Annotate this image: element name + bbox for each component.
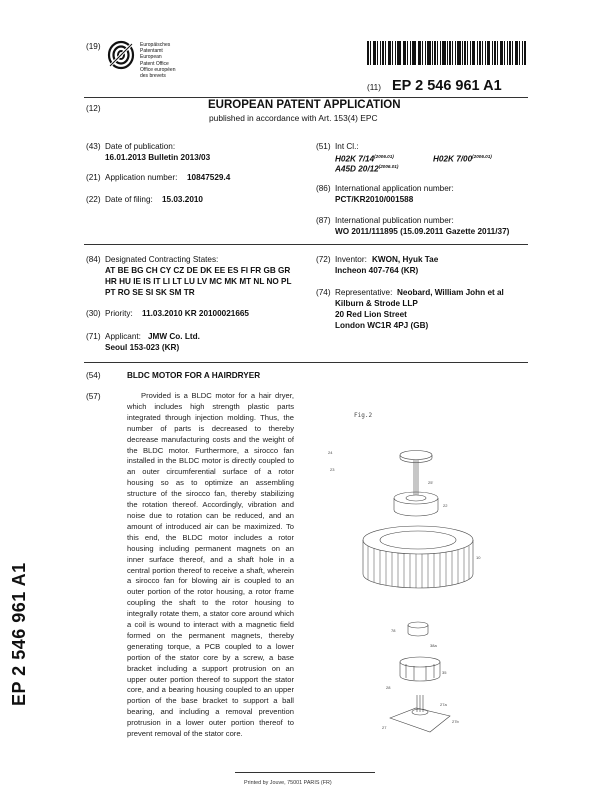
publication-date-value: 16.01.2013 Bulletin 2013/03 — [105, 153, 211, 162]
barcode-bar — [477, 41, 478, 65]
part-number: 27b — [452, 719, 459, 724]
inid-74: (74) — [316, 288, 331, 297]
barcode-bar — [492, 41, 493, 65]
barcode-bar — [418, 41, 419, 65]
document-subtitle: published in accordance with Art. 153(4) EPC — [209, 113, 378, 123]
barcode-bar — [522, 41, 523, 65]
barcode-bar — [482, 41, 483, 65]
side-publication-number: EP 2 546 961 A1 — [9, 562, 29, 706]
barcode-bar — [407, 41, 408, 65]
epo-logo-icon — [106, 38, 136, 70]
publication-date-label: Date of publication: — [105, 142, 176, 151]
barcode-bar — [370, 41, 371, 65]
patent-drawing — [328, 440, 506, 740]
printer-note: Printed by Jouve, 75001 PARIS (FR) — [244, 780, 332, 786]
abstract-text: Provided is a BLDC motor for a hair dryer, which includes high strength plastic parts integrated through injection molding. Thus, the number of parts is decreased to thereby decrease manufacturing costs and the weight of the BLDC motor. Furthermore, a sirocco fan installed in the BLDC motor is directly coupled to an outer circumferential surface of a rotor housing so as to optimize an assembling structure of the sirocco fan, thereby stabilizing the rotation thereof. Accordingly, vibration and noise due to rotation can be reduced, and an amount of introduced air can be maximized. To this end, the BLDC motor includes a rotor housing including permanent magnets on an inner surface thereof, and a shaft hole in a central portion thereof to receive a shaft, wherein a sirocco fan for blowing air is coupled to an outer portion of the rotor housing, a rotor frame coupling the shaft to the rotor housing to integrally rotate them, a stator core around which a coil is wound to interact with a magnetic field formed on the permanent magnets, thereby generating torque, a PCB coupled to a lower portion of the stator core by a screw, a base bracket including a support protrusion on an upper outer portion thereof to support the stator core, and a bearing housing coupled to an upper portion of the base bracket to support a ball bearing, and including a removal prevention protrusion in a lower outer portion thereof to prevent removal of the stator core. — [127, 391, 294, 739]
representative-name: Neobard, William John et al — [397, 288, 504, 297]
filing-date-label: Date of filing: — [105, 195, 153, 204]
representative-firm: Kilburn & Strode LLP — [335, 299, 418, 308]
document-type: EUROPEAN PATENT APPLICATION — [208, 99, 401, 111]
divider — [84, 362, 528, 363]
inid-21: (21) — [86, 173, 101, 182]
divider — [84, 97, 528, 98]
inid-72: (72) — [316, 255, 331, 264]
part-number: 23 — [330, 467, 335, 472]
applicant-address: Seoul 153-023 (KR) — [105, 343, 180, 352]
barcode-bar — [500, 41, 501, 65]
barcode-bar — [447, 41, 448, 65]
inventor-name: KWON, Hyuk Tae — [372, 255, 439, 264]
barcode-bar — [444, 41, 445, 65]
designated-states-line: PT RO SE SI SK SM TR — [105, 288, 195, 297]
barcode-bar — [388, 41, 389, 65]
intl-publication-value: WO 2011/111895 (15.09.2011 Gazette 2011/37) — [335, 227, 510, 236]
barcode-bar — [410, 41, 411, 65]
barcode-bar — [432, 41, 433, 65]
barcode-bar — [380, 41, 381, 65]
barcode-bar — [399, 41, 400, 65]
part-number: 27a — [440, 702, 447, 707]
priority-label: Priority: — [105, 309, 133, 318]
part-number: 78 — [391, 628, 396, 633]
inid-87: (87) — [316, 216, 331, 225]
divider — [84, 244, 528, 245]
ipc-2: H02K $7/00^{(2006.01)}$ — [433, 154, 492, 164]
barcode — [367, 41, 527, 65]
inid-51: (51) — [316, 142, 331, 151]
barcode-bar — [507, 41, 508, 65]
epo-office-names: Europäisches Patentamt European Patent Office Office européen des brevets — [140, 42, 176, 80]
barcode-bar — [489, 41, 490, 65]
barcode-bar — [440, 41, 441, 65]
application-number-value: 10847529.4 — [187, 173, 231, 182]
barcode-bar — [455, 41, 456, 65]
barcode-bar — [459, 41, 460, 65]
barcode-bar — [515, 41, 516, 65]
part-number: 24 — [328, 450, 333, 455]
intl-application-label: International application number: — [335, 184, 454, 193]
designated-states-label: Designated Contracting States: — [105, 255, 219, 264]
barcode-bar — [437, 41, 438, 65]
intl-application-value: PCT/KR2010/001588 — [335, 195, 414, 204]
part-number: 25' — [428, 480, 434, 485]
barcode-bar — [497, 41, 498, 65]
barcode-bar — [392, 41, 393, 65]
barcode-bar — [470, 41, 471, 65]
barcode-bar — [425, 41, 426, 65]
barcode-bar — [474, 41, 475, 65]
barcode-bar — [467, 41, 468, 65]
filing-date-value: 15.03.2010 — [162, 195, 203, 204]
inid-22: (22) — [86, 195, 101, 204]
barcode-bar — [395, 41, 396, 65]
part-number: 38a — [430, 643, 437, 648]
invention-title: BLDC MOTOR FOR A HAIRDRYER — [127, 371, 261, 380]
inid-30: (30) — [86, 309, 101, 318]
inid-12: (12) — [86, 104, 101, 113]
representative-label: Representative: — [335, 288, 393, 297]
part-number: 22 — [443, 503, 448, 508]
representative-street: 20 Red Lion Street — [335, 310, 407, 319]
inid-54: (54) — [86, 371, 101, 380]
barcode-bar — [512, 41, 513, 65]
applicant-label: Applicant: — [105, 332, 141, 341]
inid-86: (86) — [316, 184, 331, 193]
barcode-bar — [373, 41, 374, 65]
barcode-bar — [414, 41, 415, 65]
part-number: 27 — [382, 725, 387, 730]
barcode-bar — [403, 41, 404, 65]
intl-publication-label: International publication number: — [335, 216, 454, 225]
motor-exploded-view — [346, 440, 506, 740]
inid-43: (43) — [86, 142, 101, 151]
designated-states-line: AT BE BG CH CY CZ DE DK EE ES FI FR GB GR — [105, 266, 291, 275]
barcode-bar — [429, 41, 430, 65]
ipc-3: A45D $20/12^{(2006.01)}$ — [335, 164, 399, 174]
applicant-name: JMW Co. Ltd. — [148, 332, 200, 341]
ipc-1: H02K $7/14^{(2006.01)}$ — [335, 154, 394, 164]
inventor-label: Inventor: — [335, 255, 367, 264]
barcode-bar — [519, 41, 520, 65]
barcode-bar — [462, 41, 463, 65]
barcode-bar — [377, 41, 378, 65]
barcode-bar — [452, 41, 453, 65]
figure-label: Fig.2 — [354, 412, 373, 419]
barcode-bar — [485, 41, 486, 65]
epo-logo — [106, 38, 136, 70]
inid-84: (84) — [86, 255, 101, 264]
inid-19: (19) — [86, 42, 101, 51]
barcode-bar — [385, 41, 386, 65]
footer-divider — [235, 772, 375, 773]
inid-71: (71) — [86, 332, 101, 341]
int-cl-label: Int Cl.: — [335, 142, 359, 151]
designated-states-line: HR HU IE IS IT LI LT LU LV MC MK MT NL NO PL — [105, 277, 292, 286]
barcode-bar — [504, 41, 505, 65]
publication-number: EP 2 546 961 A1 — [392, 78, 502, 94]
part-number: 10 — [476, 555, 481, 560]
representative-city: London WC1R 4PJ (GB) — [335, 321, 429, 330]
application-number-label: Application number: — [105, 173, 178, 182]
inid-57: (57) — [86, 392, 101, 401]
part-number: 28 — [386, 685, 391, 690]
inventor-address: Incheon 407-764 (KR) — [335, 266, 419, 275]
part-number: 35 — [442, 670, 447, 675]
barcode-bar — [524, 41, 526, 65]
barcode-bar — [422, 41, 423, 65]
inid-11: (11) — [367, 83, 381, 92]
priority-value: 11.03.2010 KR 20100021665 — [142, 309, 249, 318]
